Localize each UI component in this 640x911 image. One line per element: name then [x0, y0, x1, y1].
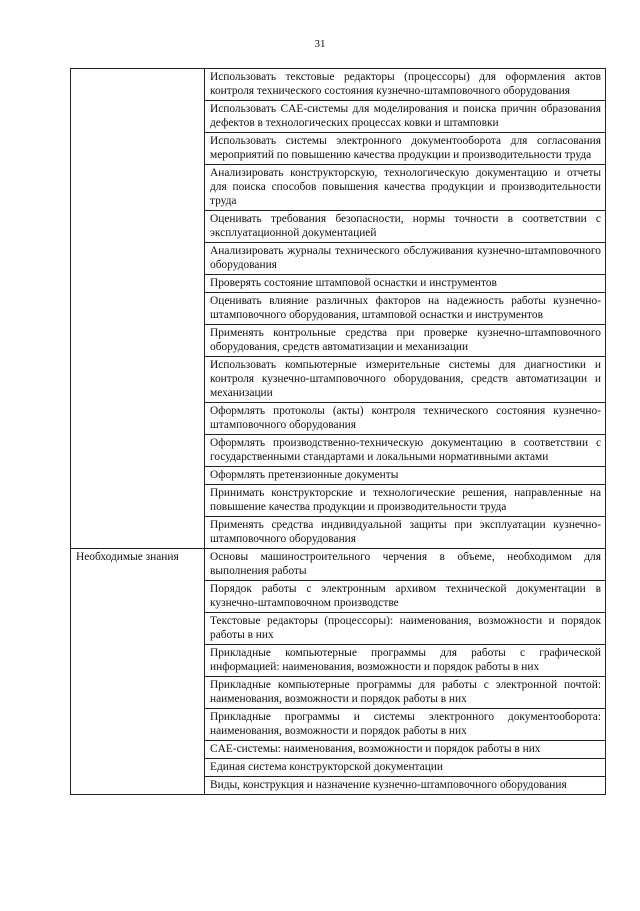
requirement-cell: Порядок работы с электронным архивом технической документации в кузнечно-штамповочном производстве — [205, 581, 606, 613]
competency-table — [70, 68, 606, 795]
requirement-cell: Использовать текстовые редакторы (процессоры) для оформления актов контроля технического состояния кузнечно-штамповочного оборудования — [205, 69, 606, 101]
requirement-cell: Прикладные компьютерные программы для работы с электронной почтой: наименования, возможности и порядок работы в них — [205, 677, 606, 709]
requirement-cell: CAE-системы: наименования, возможности и порядок работы в них — [205, 741, 606, 759]
requirement-cell: Проверять состояние штамповой оснастки и инструментов — [205, 275, 606, 293]
requirement-cell: Оформлять производственно-техническую документацию в соответствии с государственными стандартами и локальными нормативными актами — [205, 435, 606, 467]
requirement-cell: Прикладные компьютерные программы для работы с графической информацией: наименования, возможности и порядок работы в них — [205, 645, 606, 677]
table-row — [71, 549, 606, 581]
requirement-cell: Прикладные программы и системы электронного документооборота: наименования, возможности и порядок работы в них — [205, 709, 606, 741]
requirement-cell: Виды, конструкция и назначение кузнечно-штамповочного оборудования — [205, 777, 606, 795]
requirement-cell: Оформлять претензионные документы — [205, 467, 606, 485]
requirement-cell: Анализировать журналы технического обслуживания кузнечно-штамповочного оборудования — [205, 243, 606, 275]
requirement-cell: Применять средства индивидуальной защиты при эксплуатации кузнечно-штамповочного оборудования — [205, 517, 606, 549]
table-row — [71, 69, 606, 101]
requirement-cell: Использовать CAE-системы для моделирования и поиска причин образования дефектов в технологических процессах ковки и штамповки — [205, 101, 606, 133]
requirement-cell: Применять контрольные средства при проверке кузнечно-штамповочного оборудования, средств автоматизации и механизации — [205, 325, 606, 357]
section-label — [71, 69, 205, 549]
page-number: 31 — [314, 38, 326, 50]
section-label: Необходимые знания — [71, 549, 205, 795]
requirement-cell: Оценивать влияние различных факторов на надежность работы кузнечно-штамповочного оборудования, штамповой оснастки и инструментов — [205, 293, 606, 325]
requirement-cell: Принимать конструкторские и технологические решения, направленные на повышение качества продукции и производительности труда — [205, 485, 606, 517]
requirement-cell: Текстовые редакторы (процессоры): наименования, возможности и порядок работы в них — [205, 613, 606, 645]
requirement-cell: Оформлять протоколы (акты) контроля технического состояния кузнечно-штамповочного оборудования — [205, 403, 606, 435]
requirement-cell: Использовать системы электронного документооборота для согласования мероприятий по повышению качества продукции и производительности труда — [205, 133, 606, 165]
table-body — [71, 69, 606, 795]
requirement-cell: Основы машиностроительного черчения в объеме, необходимом для выполнения работы — [205, 549, 606, 581]
requirement-cell: Анализировать конструкторскую, технологическую документацию и отчеты для поиска способов повышения качества продукции и производительности труда — [205, 165, 606, 211]
requirement-cell: Использовать компьютерные измерительные системы для диагностики и контроля кузнечно-штамповочного оборудования, средств автоматизации и механизации — [205, 357, 606, 403]
requirement-cell: Оценивать требования безопасности, нормы точности в соответствии с эксплуатационной документацией — [205, 211, 606, 243]
requirement-cell: Единая система конструкторской документации — [205, 759, 606, 777]
